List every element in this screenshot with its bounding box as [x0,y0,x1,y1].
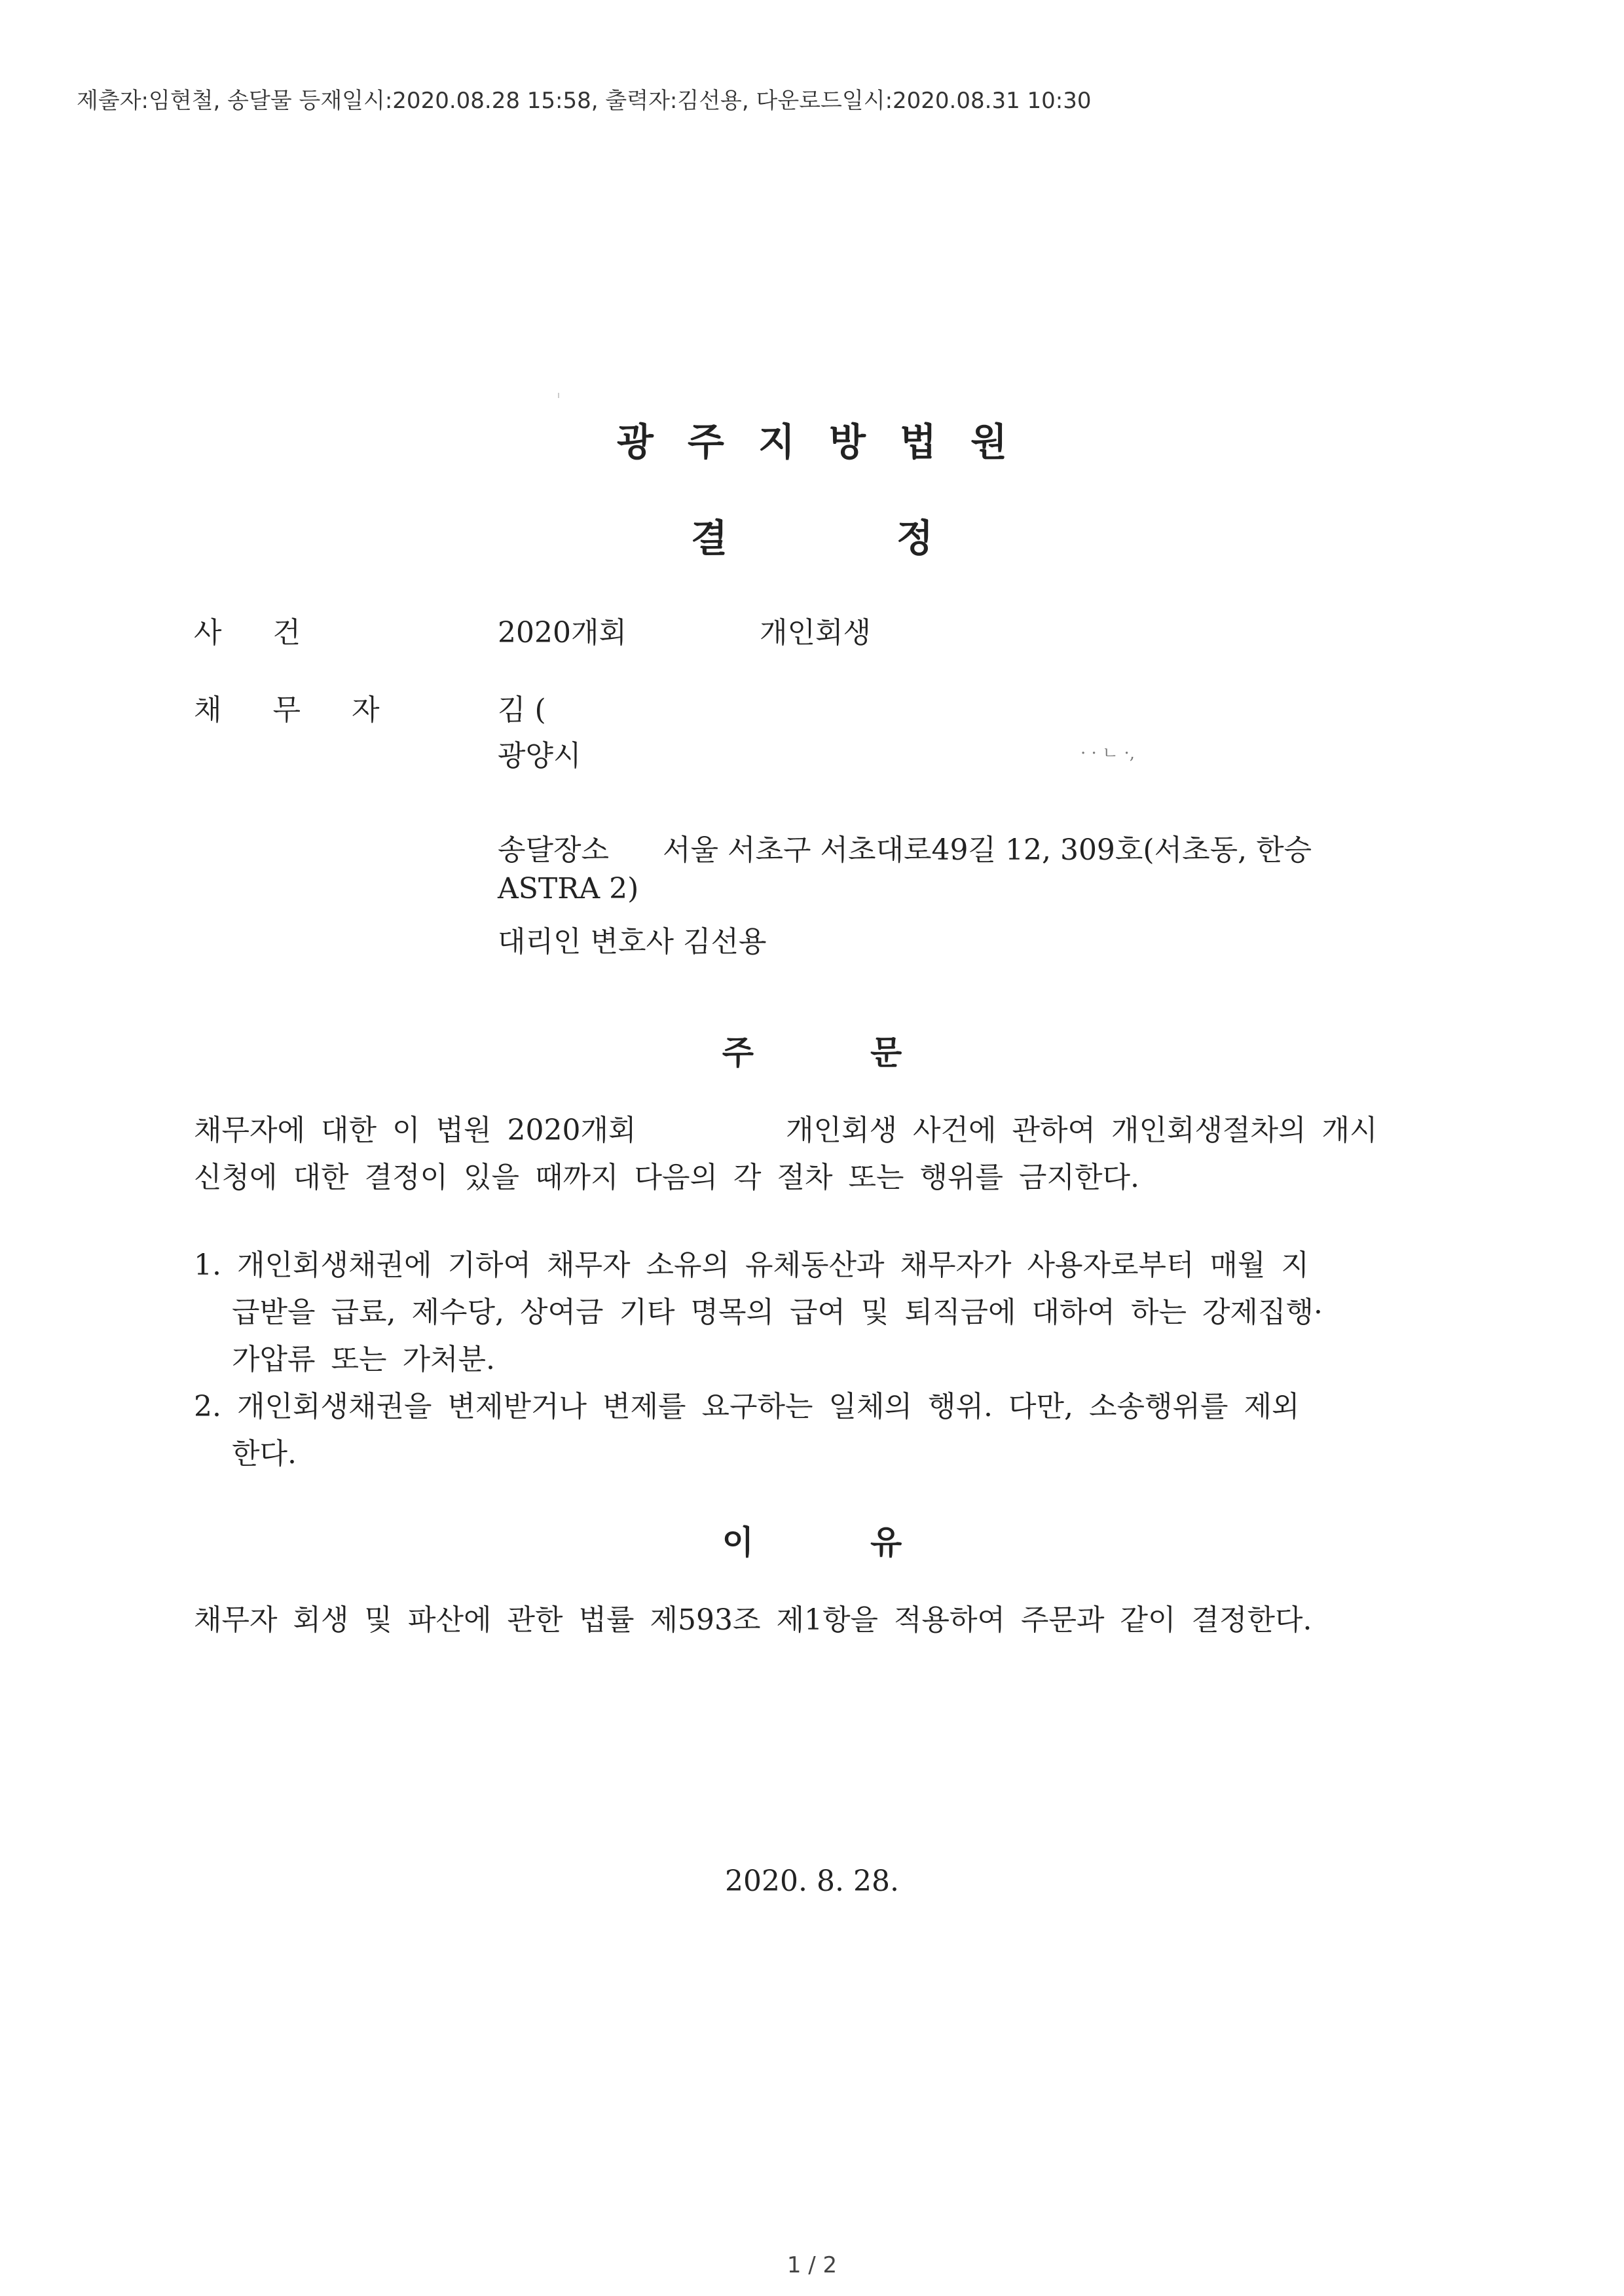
reason-heading: 이유 [722,1523,1019,1561]
order-intro-line2: 신청에 대한 결정이 있을 때까지 다음의 각 절차 또는 행위를 금지한다. [194,1161,1139,1194]
service-address-line2: ASTRA 2) [498,872,639,905]
debtor-address-fragment: · · ㄴ ·, [1080,744,1135,763]
debtor-address: 광양시 [498,739,581,773]
order-item-2-line1: 2. 개인회생채권을 변제받거나 변제를 요구하는 일체의 행위. 다만, 소송행위를 제외 [194,1390,1300,1423]
case-label: 사건 [194,616,352,649]
case-type: 개인회생 [760,616,872,649]
order-intro-line1-b: 개인회생 사건에 관하여 개인회생절차의 개시 [786,1114,1378,1147]
page-number: 1 / 2 [786,2252,838,2278]
order-heading: 주문 [722,1034,1019,1072]
submission-metadata: 제출자:임현철, 송달물 등재일시:2020.08.28 15:58, 출력자:김선용, 다운로드일시:2020.08.31 10:30 [77,88,1092,114]
order-item-1-line1: 1. 개인회생채권에 기하여 채무자 소유의 유체동산과 채무자가 사용자로부터 매월 지 [194,1248,1309,1282]
order-item-1-line2: 급받을 급료, 제수당, 상여금 기타 명목의 급여 및 퇴직금에 대하여 하는 강제집행· [232,1296,1323,1329]
reason-text: 채무자 회생 및 파산에 관한 법률 제593조 제1항을 적용하여 주문과 같이 결정한다. [194,1603,1312,1637]
legal-agent: 대리인 변호사 김선용 [498,925,767,958]
order-item-2-line2: 한다. [232,1437,297,1470]
debtor-label: 채무자 [194,693,431,727]
order-item-1-line3: 가압류 또는 가처분. [232,1343,495,1376]
document-title: 결정 [690,516,1103,560]
service-address-line1: 서울 서초구 서초대로49길 12, 309호(서초동, 한승 [663,833,1312,867]
service-location-label: 송달장소 [498,833,610,867]
case-number: 2020개회 [498,616,627,649]
court-name: 광주지방법원 [616,420,1042,464]
scan-speck [558,393,559,398]
order-intro-line1-a: 채무자에 대한 이 법원 2020개회 [194,1114,637,1147]
decision-date: 2020. 8. 28. [725,1865,899,1898]
debtor-name: 김 ( [498,693,546,727]
